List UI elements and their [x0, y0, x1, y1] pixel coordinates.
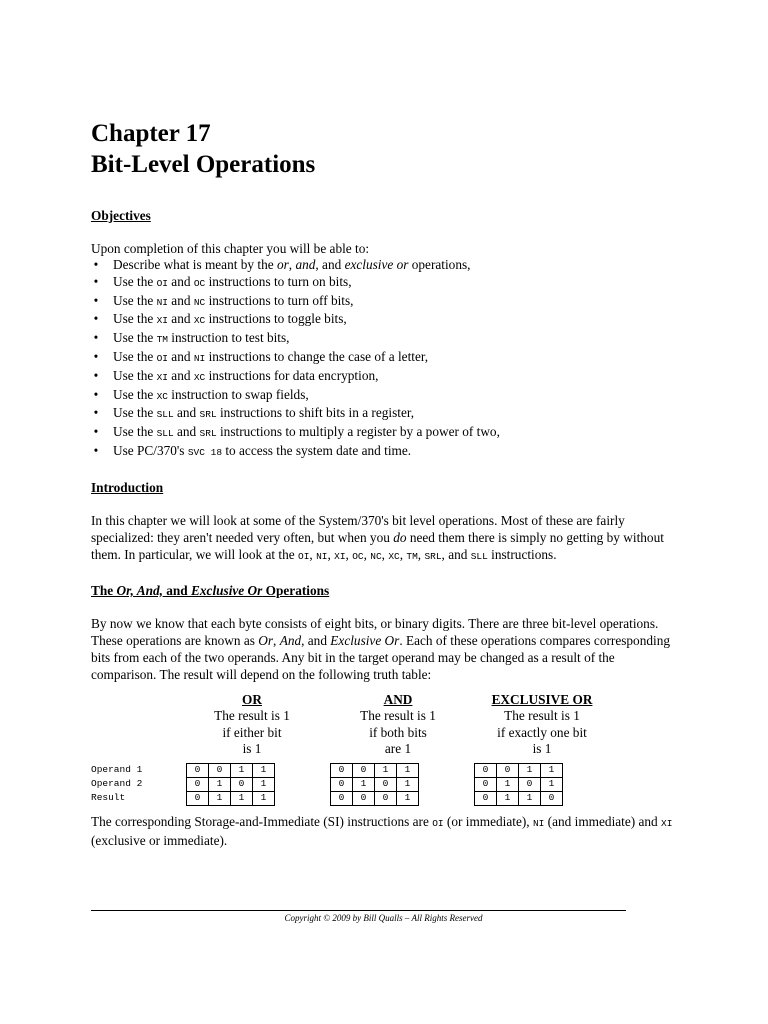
- text-run: Use the: [113, 348, 157, 364]
- truth-table-row: [331, 777, 419, 791]
- and-truth-table: [330, 763, 419, 806]
- operations-paragraph: [91, 615, 676, 683]
- text-run: instructions to turn off bits,: [205, 292, 354, 308]
- bullet-icon: •: [93, 257, 99, 272]
- text-run: instructions to shift bits in a register,: [216, 405, 415, 421]
- instruction-code: TM: [156, 334, 168, 346]
- bullet-icon: •: [93, 292, 99, 308]
- text-run: need them there is simply no getting by without them. In particular, we will look at the: [91, 529, 664, 562]
- objective-item: [91, 349, 676, 368]
- instruction-code: SLL: [156, 428, 174, 440]
- footer-divider: [91, 910, 626, 911]
- text-run: and: [167, 292, 194, 308]
- instruction-code: TM: [406, 550, 418, 562]
- bullet-icon: •: [93, 330, 99, 346]
- instruction-code: NC: [370, 550, 382, 562]
- text-run: instructions to toggle bits,: [205, 311, 347, 327]
- instruction-code: NI: [156, 296, 168, 308]
- text-run: (exclusive or immediate).: [91, 832, 228, 848]
- bit-cell: 1: [253, 763, 275, 777]
- text-run: instruction to test bits,: [167, 330, 290, 346]
- instruction-code: SRL: [199, 409, 217, 421]
- chapter-title: Bit-Level Operations: [91, 151, 316, 178]
- bit-cell: 1: [353, 777, 375, 791]
- bit-cell: 0: [331, 791, 353, 805]
- bit-cell: 1: [541, 763, 563, 777]
- introduction-paragraph: [91, 512, 676, 565]
- text-run: instructions.: [487, 546, 557, 562]
- objective-item: [91, 405, 676, 424]
- introduction-heading: Introduction: [91, 479, 164, 495]
- bit-cell: 0: [331, 763, 353, 777]
- text-run: ,: [309, 546, 317, 562]
- instruction-code: OI: [432, 817, 444, 829]
- closing-paragraph: [91, 813, 676, 849]
- bit-cell: 0: [231, 777, 253, 791]
- bit-cell: 1: [231, 791, 253, 805]
- bit-cell: 0: [497, 763, 519, 777]
- objectives-intro: Upon completion of this chapter you will be able to:: [91, 241, 370, 256]
- and-column-header: [333, 692, 463, 758]
- text-run: instruction to swap fields,: [167, 386, 309, 402]
- and-desc-line: The result is 1: [360, 708, 436, 724]
- bit-cell: 1: [209, 791, 231, 805]
- objective-item: [91, 387, 676, 406]
- instruction-code: XC: [193, 315, 206, 327]
- and-heading: AND: [383, 691, 413, 707]
- chapter-number: Chapter 17: [91, 120, 211, 147]
- bit-cell: 0: [187, 777, 209, 791]
- bit-cell: 1: [397, 791, 419, 805]
- truth-table-row: [331, 791, 419, 805]
- text-run: , and: [315, 257, 345, 272]
- bullet-icon: •: [93, 424, 99, 440]
- document-page: [91, 118, 676, 849]
- text-run: and: [167, 348, 194, 364]
- objective-item: [91, 368, 676, 387]
- and-desc-line: if both bits: [369, 724, 427, 740]
- truth-table-row: [475, 791, 563, 805]
- bit-cell: 1: [519, 763, 541, 777]
- text-run: ,: [345, 546, 353, 562]
- instruction-code: XC: [388, 550, 400, 562]
- bullet-icon: •: [93, 367, 99, 383]
- xor-desc-line: if exactly one bit: [497, 724, 587, 740]
- instruction-code: NC: [193, 296, 206, 308]
- or-column-header: [187, 692, 317, 758]
- text-run: operations,: [408, 257, 471, 272]
- bit-cell: 0: [475, 791, 497, 805]
- bit-cell: 0: [209, 763, 231, 777]
- bit-cell: 1: [231, 763, 253, 777]
- truth-table-row: [331, 763, 419, 777]
- text-run: ,: [288, 257, 296, 272]
- objective-item: [91, 311, 676, 330]
- bullet-icon: •: [93, 405, 99, 421]
- bit-cell: 1: [375, 763, 397, 777]
- bit-cell: 0: [475, 763, 497, 777]
- instruction-code: NI: [532, 817, 545, 829]
- text-run: and: [167, 273, 194, 289]
- instruction-code: XI: [334, 550, 346, 562]
- bit-cell: 0: [375, 791, 397, 805]
- bit-cell: 1: [397, 763, 419, 777]
- objective-item: [91, 424, 676, 443]
- emphasis-text: exclusive or: [344, 257, 409, 272]
- truth-table-row: [187, 791, 275, 805]
- text-run: Use the: [113, 405, 157, 421]
- instruction-code: XI: [661, 817, 673, 829]
- instruction-code: XI: [156, 315, 168, 327]
- objective-item: [91, 274, 676, 293]
- bit-cell: 1: [497, 791, 519, 805]
- text-run: (and immediate) and: [544, 813, 662, 829]
- truth-table-headers: [177, 692, 597, 756]
- instruction-code: XI: [156, 371, 168, 383]
- objective-item: [91, 257, 676, 274]
- instruction-code: OI: [156, 352, 168, 364]
- text-run: . Each of these operations compares corresponding bits from each of the two operands. Any bit in the target operand may be changed as a result of the comparison. The result will depend on the following truth table:: [91, 632, 670, 682]
- emphasis-text: And: [279, 632, 302, 648]
- text-run: and: [173, 405, 200, 421]
- instruction-code: SLL: [156, 409, 174, 421]
- bit-cell: 0: [375, 777, 397, 791]
- or-desc-line: if either bit: [222, 724, 282, 740]
- bit-cell: 1: [253, 791, 275, 805]
- chapter-heading: [91, 118, 676, 180]
- truth-table-row: [475, 763, 563, 777]
- xor-column-header: [477, 692, 607, 758]
- text-run: ,: [327, 546, 335, 562]
- row-label-operand-1: Operand 1: [91, 763, 143, 775]
- emphasis-text: and: [295, 257, 316, 272]
- text-run: The: [91, 582, 117, 598]
- text-run: , and: [441, 546, 471, 562]
- text-run: Use the: [113, 367, 157, 383]
- bit-cell: 1: [397, 777, 419, 791]
- or-desc-line: is 1: [242, 741, 262, 757]
- bit-cell: 1: [497, 777, 519, 791]
- bullet-icon: •: [93, 442, 99, 458]
- instruction-code: OI: [156, 277, 168, 289]
- objective-item: [91, 293, 676, 312]
- text-run: By now we know that each byte consists of eight bits, or binary digits. There are three bit-level operations. These operations are known as: [91, 615, 659, 648]
- bit-cell: 1: [519, 791, 541, 805]
- instruction-code: XC: [156, 390, 168, 402]
- bit-cell: 1: [253, 777, 275, 791]
- row-label-result: Result: [91, 791, 126, 803]
- row-labels: [91, 763, 142, 805]
- text-run: and: [162, 582, 192, 598]
- text-run: Use the: [113, 311, 157, 327]
- text-run: Use PC/370's: [113, 442, 188, 458]
- instruction-code: NI: [193, 352, 206, 364]
- instruction-code: SRL: [424, 550, 442, 562]
- text-run: instructions for data encryption,: [205, 367, 379, 383]
- emphasis-text: Or, And,: [116, 582, 163, 598]
- truth-table-row: [475, 777, 563, 791]
- text-run: instructions to multiply a register by a power of two,: [216, 424, 500, 440]
- text-run: ,: [399, 546, 407, 562]
- xor-heading: EXCLUSIVE OR: [491, 691, 593, 707]
- truth-table-row: [187, 763, 275, 777]
- bit-cell: 0: [353, 763, 375, 777]
- truth-tables: [91, 763, 676, 813]
- instruction-code: OI: [298, 550, 310, 562]
- text-run: ,: [363, 546, 371, 562]
- bit-cell: 0: [475, 777, 497, 791]
- text-run: ,: [273, 632, 280, 648]
- objectives-list: [91, 257, 676, 462]
- text-run: Use the: [113, 330, 157, 346]
- bit-cell: 0: [541, 791, 563, 805]
- instruction-code: SRL: [199, 428, 217, 440]
- row-label-operand-2: Operand 2: [91, 777, 143, 789]
- emphasis-text: or: [276, 257, 289, 272]
- text-run: and: [167, 311, 194, 327]
- text-run: instructions to change the case of a letter,: [205, 348, 429, 364]
- bit-cell: 0: [353, 791, 375, 805]
- truth-table-row: [187, 777, 275, 791]
- text-run: Describe what is meant by the: [113, 257, 277, 272]
- bullet-icon: •: [93, 386, 99, 402]
- or-desc-line: The result is 1: [214, 708, 290, 724]
- text-run: Operations: [262, 582, 330, 598]
- text-run: Use the: [113, 386, 157, 402]
- text-run: Use the: [113, 424, 157, 440]
- text-run: The corresponding Storage-and-Immediate (SI) instructions are: [91, 813, 433, 829]
- bullet-icon: •: [93, 311, 99, 327]
- instruction-code: OC: [352, 550, 364, 562]
- or-truth-table: [186, 763, 275, 806]
- text-run: to access the system date and time.: [222, 442, 412, 458]
- text-run: In this chapter we will look at some of the System/370's bit level operations. Most of these are fairly specialized: they aren't needed very often, but when you: [91, 512, 625, 545]
- bit-cell: 1: [209, 777, 231, 791]
- text-run: instructions to turn on bits,: [205, 273, 352, 289]
- bit-cell: 1: [541, 777, 563, 791]
- objective-item: [91, 443, 676, 462]
- emphasis-text: Exclusive Or: [330, 632, 400, 648]
- bit-cell: 0: [519, 777, 541, 791]
- objectives-heading: Objectives: [91, 208, 151, 223]
- emphasis-text: Or: [258, 632, 274, 648]
- bit-cell: 0: [187, 763, 209, 777]
- emphasis-text: Exclusive Or: [191, 582, 263, 598]
- bit-cell: 0: [331, 777, 353, 791]
- xor-truth-table: [474, 763, 563, 806]
- text-run: (or immediate),: [443, 813, 533, 829]
- or-heading: OR: [242, 691, 262, 707]
- operations-heading: [91, 582, 676, 599]
- instruction-code: NI: [316, 550, 328, 562]
- bullet-icon: •: [93, 273, 99, 289]
- instruction-code: SLL: [470, 550, 488, 562]
- text-run: and: [167, 367, 194, 383]
- objective-item: [91, 330, 676, 349]
- instruction-code: SVC 18: [187, 446, 223, 458]
- text-run: , and: [301, 632, 331, 648]
- xor-desc-line: is 1: [532, 741, 552, 757]
- text-run: ,: [417, 546, 425, 562]
- text-run: Use the: [113, 292, 157, 308]
- footer-copyright: Copyright © 2009 by Bill Qualls – All Rights Reserved: [284, 913, 483, 923]
- text-run: and: [173, 424, 200, 440]
- bit-cell: 0: [187, 791, 209, 805]
- and-desc-line: are 1: [384, 741, 412, 757]
- text-run: Use the: [113, 273, 157, 289]
- xor-desc-line: The result is 1: [504, 708, 580, 724]
- emphasis-text: do: [393, 529, 407, 545]
- instruction-code: XC: [193, 371, 206, 383]
- instruction-code: OC: [193, 277, 206, 289]
- text-run: ,: [381, 546, 389, 562]
- bullet-icon: •: [93, 348, 99, 364]
